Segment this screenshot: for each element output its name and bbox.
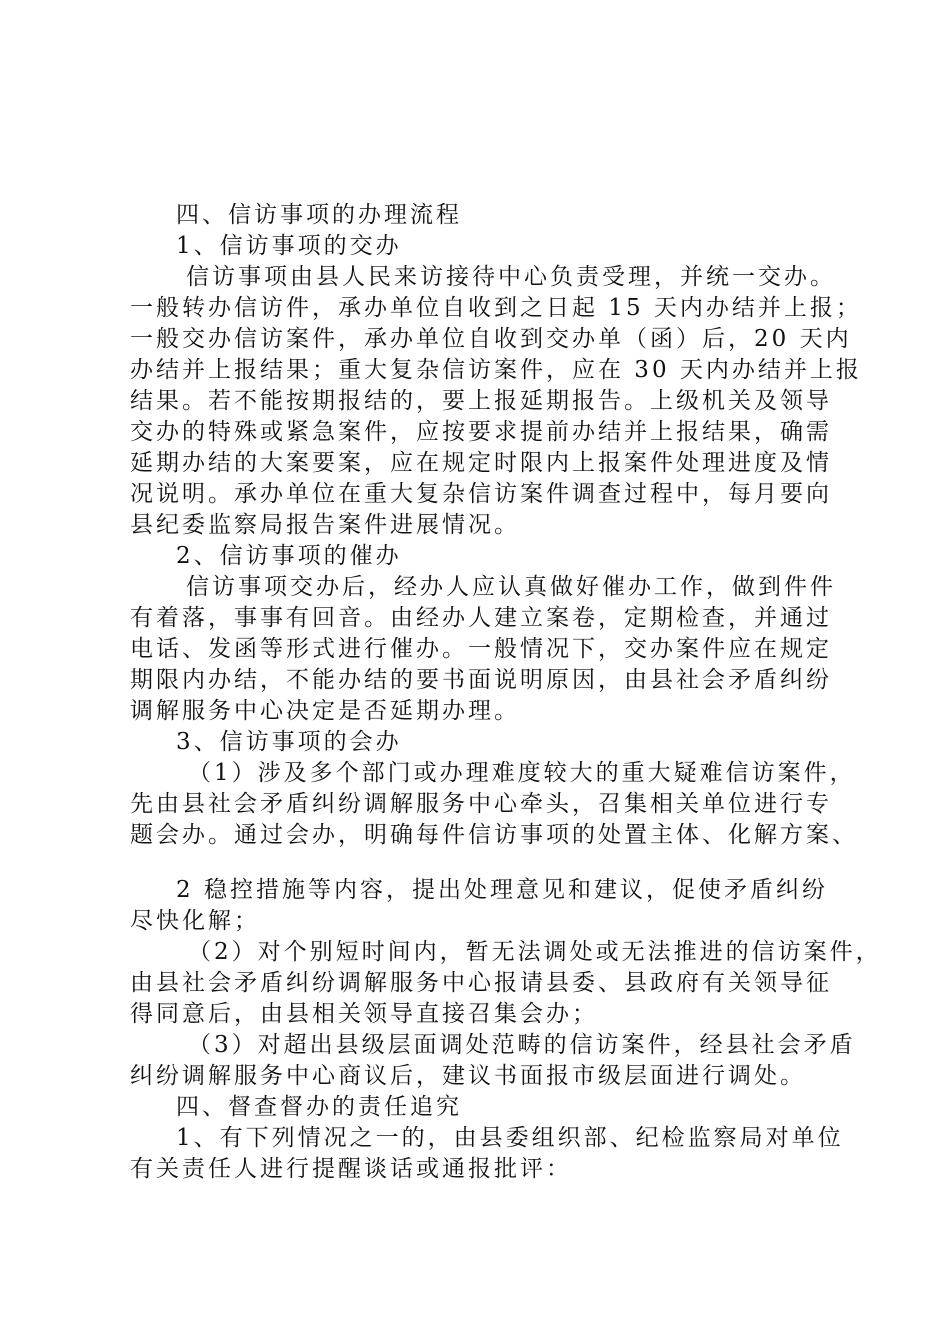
- paragraph-line: 办结并上报结果；重大复杂信访案件，应在 30 天内办结并上报: [130, 357, 862, 383]
- paragraph-line: （2）对个别短时间内，暂无法调处或无法推进的信访案件，: [188, 939, 882, 965]
- section-heading-process: 四、信访事项的办理流程: [176, 202, 462, 228]
- page-break-gap: [130, 851, 840, 875]
- paragraph-line: 2 稳控措施等内容，提出处理意见和建议，促使矛盾纠纷: [176, 877, 828, 903]
- subheading-joint: 3、信访事项的会办: [176, 729, 402, 755]
- paragraph-line: 期限内办结，不能办结的要书面说明原因，由县社会矛盾纠纷: [130, 667, 832, 693]
- paragraph-line: （1）涉及多个部门或办理难度较大的重大疑难信访案件，: [188, 760, 856, 786]
- section-heading-supervision: 四、督查督办的责任追究: [176, 1094, 462, 1120]
- paragraph-line: 一般交办信访案件，承办单位自收到交办单（函）后，20 天内: [130, 326, 852, 352]
- paragraph-line: 交办的特殊或紧急案件，应按要求提前办结并上报结果，确需: [130, 419, 832, 445]
- subheading-assign: 1、信访事项的交办: [176, 233, 402, 259]
- paragraph-line: 信访事项由县人民来访接待中心负责受理，并统一交办。: [186, 264, 836, 290]
- paragraph-line: 县纪委监察局报告案件进展情况。: [130, 512, 520, 538]
- paragraph-line: 尽快化解；: [130, 908, 260, 934]
- subheading-urge: 2、信访事项的催办: [176, 543, 402, 569]
- paragraph-line: 得同意后，由县相关领导直接召集会办；: [130, 1001, 598, 1027]
- paragraph-line: 信访事项交办后，经办人应认真做好催办工作，做到件件: [186, 574, 836, 600]
- paragraph-line: 况说明。承办单位在重大复杂信访案件调查过程中，每月要向: [130, 481, 832, 507]
- paragraph-line: 调解服务中心决定是否延期办理。: [130, 698, 520, 724]
- paragraph-line: 题会办。通过会办，明确每件信访事项的处置主体、化解方案、: [130, 822, 858, 848]
- paragraph-line: 纠纷调解服务中心商议后，建议书面报市级层面进行调处。: [130, 1063, 806, 1089]
- paragraph-line: 结果。若不能按期报结的，要上报延期报告。上级机关及领导: [130, 388, 832, 414]
- paragraph-line: 一般转办信访件，承办单位自收到之日起 15 天内办结并上报；: [130, 295, 862, 321]
- paragraph-line: 延期办结的大案要案，应在规定时限内上报案件处理进度及情: [130, 450, 832, 476]
- paragraph-line: 有关责任人进行提醒谈话或通报批评：: [130, 1156, 572, 1182]
- document-page: [130, 200, 882, 1185]
- paragraph-line: 先由县社会矛盾纠纷调解服务中心牵头，召集相关单位进行专: [130, 791, 832, 817]
- paragraph-line: （3）对超出县级层面调处范畴的信访案件，经县社会矛盾: [188, 1032, 856, 1058]
- paragraph-line: 1、有下列情况之一的，由县委组织部、纪检监察局对单位: [176, 1125, 844, 1151]
- paragraph-line: 电话、发函等形式进行催办。一般情况下，交办案件应在规定: [130, 636, 832, 662]
- paragraph-line: 由县社会矛盾纠纷调解服务中心报请县委、县政府有关领导征: [130, 970, 832, 996]
- paragraph-line: 有着落，事事有回音。由经办人建立案卷，定期检查，并通过: [130, 605, 832, 631]
